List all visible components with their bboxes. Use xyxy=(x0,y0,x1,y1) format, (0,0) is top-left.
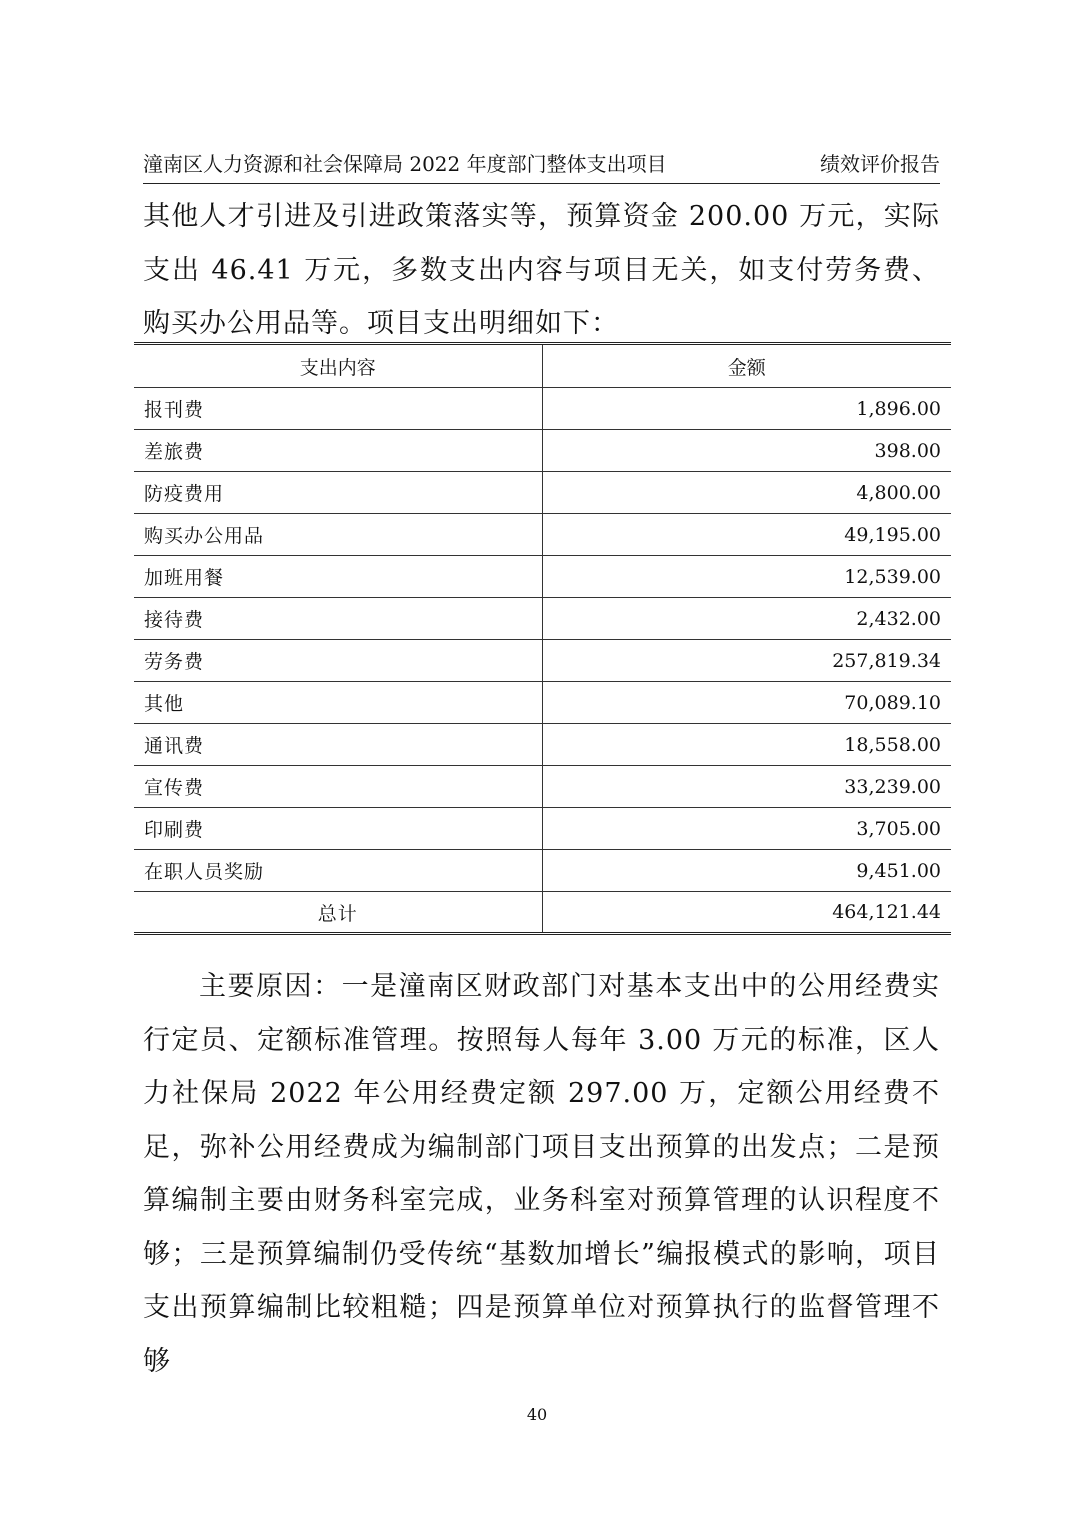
expense-name: 接待费 xyxy=(134,598,542,640)
expense-name: 其他 xyxy=(134,682,542,724)
expense-name: 通讯费 xyxy=(134,724,542,766)
intro-paragraph: 其他人才引进及引进政策落实等，预算资金 200.00 万元，实际支出 46.41 万元，多数支出内容与项目无关，如支付劳务费、购买办公用品等。项目支出明细如下： xyxy=(143,201,940,339)
expense-amount: 12,539.00 xyxy=(542,556,951,598)
expense-name: 防疫费用 xyxy=(134,472,542,514)
table-row xyxy=(134,430,951,472)
expense-amount: 2,432.00 xyxy=(542,598,951,640)
table-row xyxy=(134,598,951,640)
column-header-amount: 金额 xyxy=(542,344,951,388)
table-row xyxy=(134,850,951,892)
table-row xyxy=(134,388,951,430)
expense-name: 差旅费 xyxy=(134,430,542,472)
expense-name: 在职人员奖励 xyxy=(134,850,542,892)
total-amount: 464,121.44 xyxy=(542,892,951,934)
header-report-type: 绩效评价报告 xyxy=(820,152,940,176)
expense-amount: 4,800.00 xyxy=(542,472,951,514)
expense-amount: 1,896.00 xyxy=(542,388,951,430)
page-header xyxy=(143,151,940,184)
table-row xyxy=(134,808,951,850)
page-number: 40 xyxy=(526,1405,548,1424)
expense-name: 报刊费 xyxy=(134,388,542,430)
table-row xyxy=(134,640,951,682)
table-row xyxy=(134,724,951,766)
expense-amount: 70,089.10 xyxy=(542,682,951,724)
table-row xyxy=(134,682,951,724)
expense-amount: 33,239.00 xyxy=(542,766,951,808)
expense-amount: 18,558.00 xyxy=(542,724,951,766)
header-title: 潼南区人力资源和社会保障局 2022 年度部门整体支出项目 xyxy=(143,152,667,176)
column-header-content: 支出内容 xyxy=(134,344,542,388)
expense-name: 印刷费 xyxy=(134,808,542,850)
table-row xyxy=(134,766,951,808)
table-row xyxy=(134,514,951,556)
expense-amount: 49,195.00 xyxy=(542,514,951,556)
expense-name: 购买办公用品 xyxy=(134,514,542,556)
expense-amount: 9,451.00 xyxy=(542,850,951,892)
expense-name: 劳务费 xyxy=(134,640,542,682)
table-row xyxy=(134,556,951,598)
expense-table xyxy=(134,342,951,935)
reasons-paragraph: 主要原因：一是潼南区财政部门对基本支出中的公用经费实行定员、定额标准管理。按照每人每年 3.00 万元的标准，区人力社保局 2022 年公用经费定额 297.00 万，定额公用经费不足，弥补公用经费成为编制部门项目支出预算的出发点；二是预算编制主要由财务科室完成，业务科室对预算管理的认识程度不够；三是预算编制仍受传统“基数加增长”编报模式的影响，项目支出预算编制比较粗糙；四是预算单位对预算执行的监督管理不够 xyxy=(143,971,940,1377)
expense-amount: 3,705.00 xyxy=(542,808,951,850)
expense-amount: 257,819.34 xyxy=(542,640,951,682)
table-header-row xyxy=(134,344,951,388)
table-row xyxy=(134,472,951,514)
total-label: 总计 xyxy=(134,892,542,934)
expense-name: 宣传费 xyxy=(134,766,542,808)
table-total-row xyxy=(134,892,951,934)
expense-amount: 398.00 xyxy=(542,430,951,472)
expense-name: 加班用餐 xyxy=(134,556,542,598)
